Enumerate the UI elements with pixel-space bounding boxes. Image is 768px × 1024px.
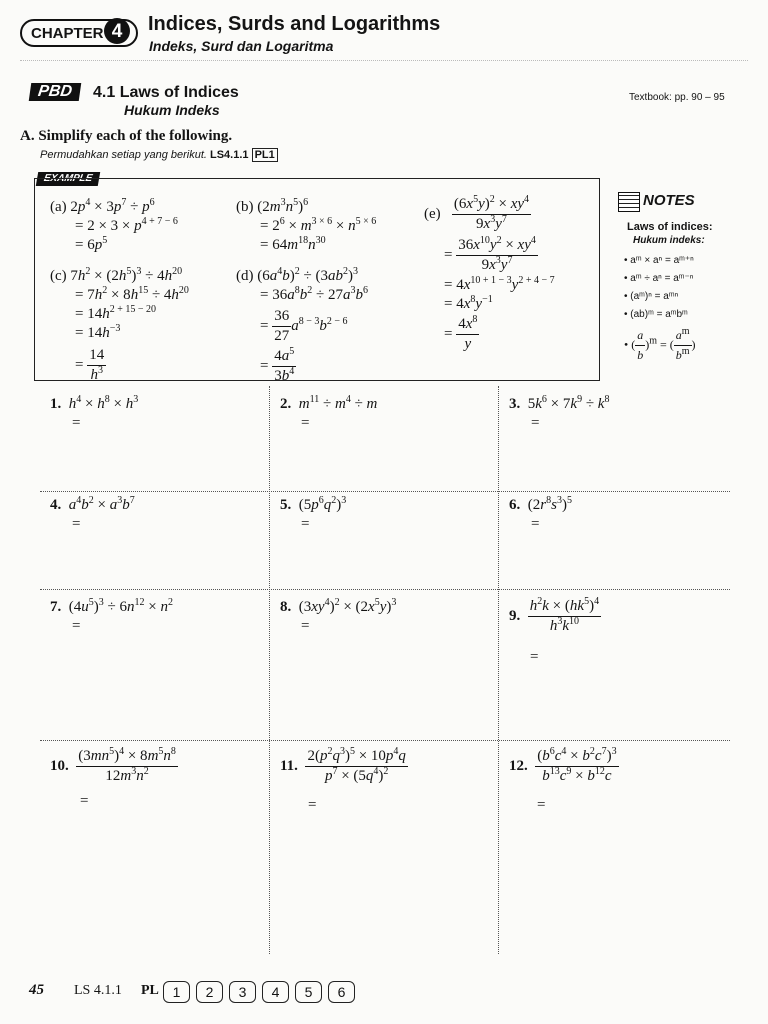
question-6-number: 6. [509,497,521,513]
example-c: (c) $7h^2 \times (2h^5)^3 \div 4h^{20}$ = $7h^2 \times 8h^{15} \div 4h^{20}$ = $14h^{2 + 15 - 20}$ = $14h^{-3}$ = $\frac{14}{h^3}$ [50,266,189,383]
grid-col-divider-2 [498,386,499,954]
page-number: 45 [29,982,44,998]
pbd-badge: PBD [29,83,82,101]
answer-5-equals: = [301,516,310,532]
law-product: • aᵐ × aⁿ = aᵐ⁺ⁿ [624,252,694,270]
answer-12-equals: = [537,797,546,813]
example-d-label: (d) [236,268,254,284]
part-a-pl-tag: PL1 [252,148,278,162]
law-fraction-power: • ( $\frac{a}{b}$ )$^m$ = ( $\frac{a^m}{b^m}$ ) [624,326,696,362]
question-9-number: 9. [509,607,521,624]
pl-level-5: 5 [295,981,322,1003]
chapter-label: CHAPTER [31,25,104,42]
question-2-number: 2. [280,396,292,412]
answer-6-equals: = [531,516,540,532]
question-7-number: 7. [50,599,62,615]
part-a-subtitle: Permudahkan setiap yang berikut. [40,149,207,161]
question-9: 9. $\frac{h^2k \times (hk^5)^4}{h^3k^{10}}$ [509,596,600,634]
part-a-title: A. Simplify each of the following. [20,128,233,144]
example-b-label: (b) [236,199,254,215]
pl-level-6: 6 [328,981,355,1003]
question-4: 4. $a^4b^2 \times a^3b^7$ [50,495,135,513]
question-12-number: 12. [509,757,528,774]
question-6: 6. $(2r^8s^3)^5$ [509,495,572,513]
answer-4-equals: = [72,516,81,532]
question-5: 5. $(5p^6q^2)^3$ [280,495,347,513]
part-a-instruction [40,148,278,162]
question-10: 10. $\frac{(3mn^5)^4 \times 8m^5n^8}{12m^3n^2}$ [50,746,176,784]
laws-list [624,252,694,324]
law-power: • (aᵐ)ⁿ = aᵐⁿ [624,288,694,306]
question-3-number: 3. [509,396,521,412]
question-12: 12. $\frac{(b^6c^4 \times b^2c^7)^3}{b^{13}c^9 \times b^{12}c}$ [509,746,617,784]
pl-level-2: 2 [196,981,223,1003]
footer-pl-label: PL [141,983,159,998]
answer-2-equals: = [301,415,310,431]
chapter-badge [20,19,138,47]
chapter-number: 4 [104,18,130,44]
question-1: 1. $h^4 \times h^8 \times h^3$ [50,394,139,412]
header-rule [20,60,748,61]
example-e-label: (e) [424,205,441,222]
grid-row-divider-2 [40,589,730,590]
notes-title: NOTES [643,192,695,209]
example-d: (d) $(6a^4b)^2 \div (3ab^2)^3$ = $36a^8b^2 \div 27a^3b^6$ = $\frac{36}{27}$ $a^{8 - 3}b^{2 - 6}$ = $\frac{4a^5}{3b^4}$ [236,266,368,384]
chapter-subtitle: Indeks, Surd dan Logaritma [149,38,334,54]
question-2: 2. $m^{11} \div m^4 \div m$ [280,394,378,412]
section-subtitle: Hukum Indeks [124,102,220,118]
question-11: 11. $\frac{2(p^2q^3)^5 \times 10p^4q}{p^7 \times (5q^4)^2}$ [280,746,406,784]
question-5-number: 5. [280,497,292,513]
chapter-title: Indices, Surds and Logarithms [148,13,441,35]
answer-8-equals: = [301,618,310,634]
notes-heading: Laws of indices: [627,221,713,233]
example-a-label: (a) [50,199,67,215]
notes-heading-ms: Hukum indeks: [633,235,705,246]
answer-10-equals: = [80,793,89,809]
law-product-power: • (ab)ᵐ = aᵐbᵐ [624,306,694,324]
textbook-reference: Textbook: pp. 90 – 95 [629,92,725,103]
question-8-number: 8. [280,599,292,615]
example-e: (e) $\frac{(6x^5y)^2 \times xy^4}{9x^3y^7}$ = $\frac{36x^{10}y^2 \times xy^4}{9x^3y^7}$ = $4x^{10 + 1 - 3}y^{2 + 4 - 7}$ = $4x^8y^{-1}$ = $\frac{4x^8}{y}$ [424,194,555,352]
question-3: 3. $5k^6 \times 7k^9 \div k^8$ [509,394,610,412]
question-1-number: 1. [50,396,62,412]
answer-7-equals: = [72,618,81,634]
example-badge: EXAMPLE [36,172,100,186]
grid-row-divider-1 [40,491,730,492]
question-7: 7. $(4u^5)^3 \div 6n^{12} \times n^2$ [50,597,173,615]
question-4-number: 4. [50,497,62,513]
pl-level-1: 1 [163,981,190,1003]
section-title: 4.1 Laws of Indices [93,84,239,101]
pl-level-boxes [163,981,361,1003]
grid-col-divider-1 [269,386,270,954]
question-10-number: 10. [50,757,69,774]
footer-ls-code: LS 4.1.1 [74,983,122,998]
pl-level-4: 4 [262,981,289,1003]
example-c-label: (c) [50,268,67,284]
answer-3-equals: = [531,415,540,431]
answer-1-equals: = [72,415,81,431]
answer-11-equals: = [308,797,317,813]
answer-9-equals: = [530,649,539,665]
grid-row-divider-3 [40,740,730,741]
question-8: 8. $(3xy^4)^2 \times (2x^5y)^3$ [280,597,397,615]
example-a: (a) $2p^4 \times 3p^7 \div p^6$ = $2 \times 3 \times p^{4 + 7 - 6}$ = $6p^5$ [50,197,178,253]
pl-level-3: 3 [229,981,256,1003]
question-11-number: 11. [280,757,298,774]
part-a-ls-code: LS4.1.1 [210,149,249,161]
example-b: (b) $(2m^3n^5)^6$ = $2^6 \times m^{3 \times 6} \times n^{5 \times 6}$ = $64m^{18}n^{30}$ [236,197,377,253]
notes-icon [618,192,640,212]
law-quotient: • aᵐ ÷ aⁿ = aᵐ⁻ⁿ [624,270,694,288]
